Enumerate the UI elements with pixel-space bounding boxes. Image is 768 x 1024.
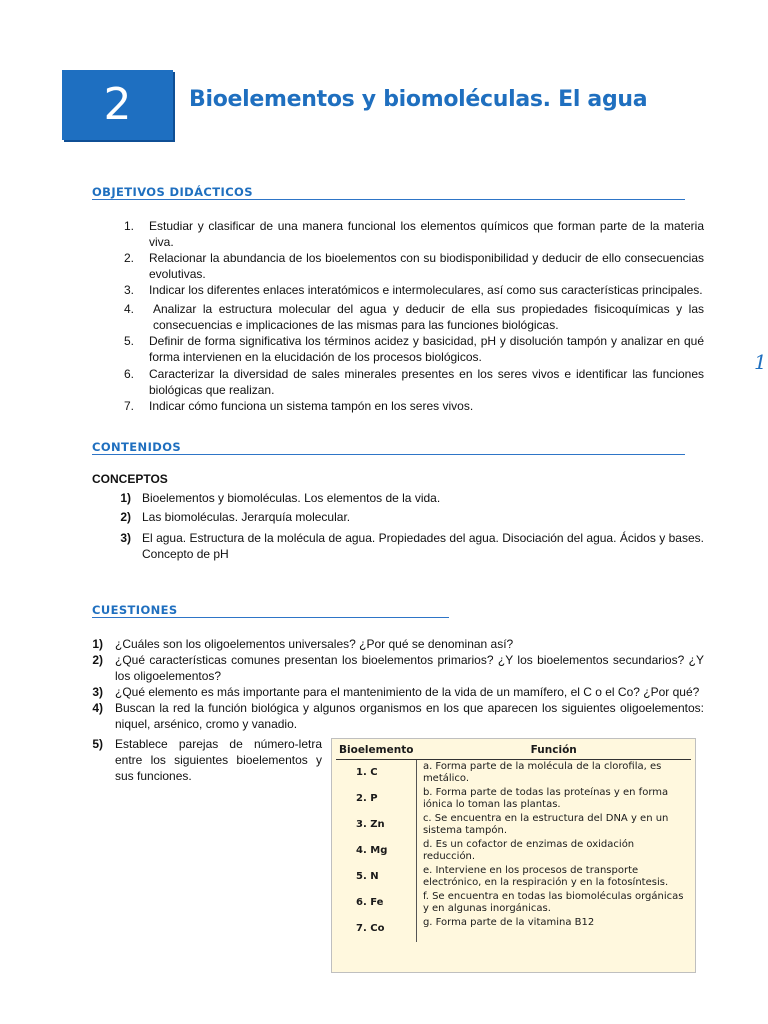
- list-item: [92, 333, 704, 365]
- function-cell: d. Es un cofactor de enzimas de oxidación reducción.: [422, 838, 635, 862]
- item-number: 3): [120, 531, 131, 545]
- bioelementos-table-figure: [331, 738, 696, 973]
- cuestion-5: [92, 736, 322, 784]
- section-rule-cuestiones: [92, 617, 449, 618]
- item-text: Relacionar la abundancia de los bioelementos con su biodisponibilidad y deducir de ello consecuencias evolutivas.: [149, 251, 704, 281]
- column-header-bioelemento: Bioelemento: [336, 742, 416, 760]
- table-row: [336, 786, 691, 812]
- list-item: [92, 490, 704, 506]
- list-item: [92, 700, 704, 732]
- function-cell: b. Forma parte de todas las proteínas y en forma iónica lo toman las plantas.: [422, 786, 669, 810]
- section-heading-contenidos: CONTENIDOS: [92, 440, 182, 454]
- item-text: ¿Qué elemento es más importante para el mantenimiento de la vida de un mamífero, el C o el Co? ¿Por qué?: [115, 685, 700, 699]
- list-item: [92, 398, 704, 414]
- page-number: 1: [754, 350, 767, 374]
- list-item: [92, 366, 704, 398]
- item-text: Bioelementos y biomoléculas. Los elementos de la vida.: [142, 491, 441, 505]
- item-number: 5): [92, 737, 103, 751]
- item-text: Establece parejas de número-letra entre los siguientes bioelementos y sus funciones.: [115, 737, 322, 783]
- table-row: [336, 760, 691, 786]
- item-number: 6.: [123, 367, 134, 381]
- item-text: Indicar los diferentes enlaces interatómicos e intermoleculares, así como sus características principales.: [149, 283, 703, 297]
- item-text: El agua. Estructura de la molécula de agua. Propiedades del agua. Disociación del agua. Ácidos y bases. Concepto de pH: [142, 531, 704, 561]
- list-item: [92, 684, 704, 700]
- element-cell: 2. P: [336, 786, 416, 812]
- element-cell: 4. Mg: [336, 838, 416, 864]
- table-row: [336, 916, 691, 942]
- bioelementos-table: [336, 742, 691, 942]
- function-cell: g. Forma parte de la vitamina B12: [422, 916, 595, 928]
- item-text: Indicar cómo funciona un sistema tampón en los seres vivos.: [149, 399, 474, 413]
- item-text: Estudiar y clasificar de una manera funcional los elementos químicos que forman parte de la materia viva.: [149, 219, 704, 249]
- item-text: Definir de forma significativa los términos acidez y basicidad, pH y disolución tampón y analizar en qué forma intervienen en la elucidación de los procesos biológicos.: [149, 334, 704, 364]
- item-number: 2): [92, 653, 103, 667]
- chapter-number: 2: [103, 79, 132, 130]
- item-number: 1): [92, 637, 103, 651]
- item-number: 1.: [123, 219, 134, 233]
- table-row: [336, 890, 691, 916]
- item-number: 3): [92, 685, 103, 699]
- list-item: [92, 636, 704, 652]
- cuestiones-list: [92, 636, 704, 732]
- item-number: 4): [92, 701, 103, 715]
- list-item: [92, 301, 704, 333]
- element-cell: 1. C: [336, 760, 416, 786]
- item-number: 2): [120, 510, 131, 524]
- list-item: [92, 218, 704, 250]
- item-text: Las biomoléculas. Jerarquía molecular.: [142, 510, 351, 524]
- element-cell: 7. Co: [336, 916, 416, 942]
- element-cell: 5. N: [336, 864, 416, 890]
- item-number: 3.: [123, 283, 134, 297]
- list-item: [92, 530, 704, 562]
- item-text: ¿Cuáles son los oligoelementos universales? ¿Por qué se denominan así?: [115, 637, 514, 651]
- item-number: 5.: [123, 334, 134, 348]
- table-row: [336, 838, 691, 864]
- item-text: Analizar la estructura molecular del agua y deducir de ella sus propiedades fisicoquímicas y las consecuencias e implicaciones de las mismas para las funciones biológicas.: [153, 302, 704, 332]
- item-text: Caracterizar la diversidad de sales minerales presentes en los seres vivos e identificar las funciones biológicas que realizan.: [149, 367, 704, 397]
- conceptos-heading: CONCEPTOS: [92, 472, 168, 486]
- list-item: [92, 652, 704, 684]
- table-header-row: [336, 742, 691, 760]
- chapter-title: Bioelementos y biomoléculas. El agua: [189, 87, 648, 112]
- table-row: [336, 864, 691, 890]
- item-text: Buscan la red la función biológica y algunos organismos en los que aparecen los siguientes oligoelementos: niquel, arsénico, cromo y vanadio.: [115, 701, 704, 731]
- list-item: [92, 509, 704, 525]
- function-cell: f. Se encuentra en todas las biomoléculas orgánicas y en algunas inorgánicas.: [422, 890, 684, 914]
- section-heading-cuestiones: CUESTIONES: [92, 603, 178, 617]
- column-header-funcion: Función: [416, 742, 691, 760]
- item-text: ¿Qué características comunes presentan los bioelementos primarios? ¿Y los bioelementos secundarios? ¿Y los oligoelementos?: [115, 653, 704, 683]
- objetivos-list: [92, 218, 704, 414]
- list-item: [92, 250, 704, 282]
- element-cell: 3. Zn: [336, 812, 416, 838]
- item-number: 4.: [123, 302, 134, 316]
- section-heading-objetivos: OBJETIVOS DIDÁCTICOS: [92, 185, 253, 199]
- list-item: [92, 282, 704, 298]
- chapter-number-badge: [62, 70, 173, 140]
- function-cell: a. Forma parte de la molécula de la clorofila, es metálico.: [422, 761, 662, 784]
- element-cell: 6. Fe: [336, 890, 416, 916]
- item-number: 7.: [123, 399, 134, 413]
- function-cell: c. Se encuentra en la estructura del DNA y en un sistema tampón.: [422, 812, 669, 836]
- function-cell: e. Interviene en los procesos de transporte electrónico, en la respiración y en la fotosíntesis.: [422, 864, 669, 888]
- table-row: [336, 812, 691, 838]
- item-number: 1): [120, 491, 131, 505]
- item-number: 2.: [123, 251, 134, 265]
- section-rule-contenidos: [92, 454, 685, 455]
- section-rule-objetivos: [92, 199, 685, 200]
- conceptos-list: [92, 490, 704, 562]
